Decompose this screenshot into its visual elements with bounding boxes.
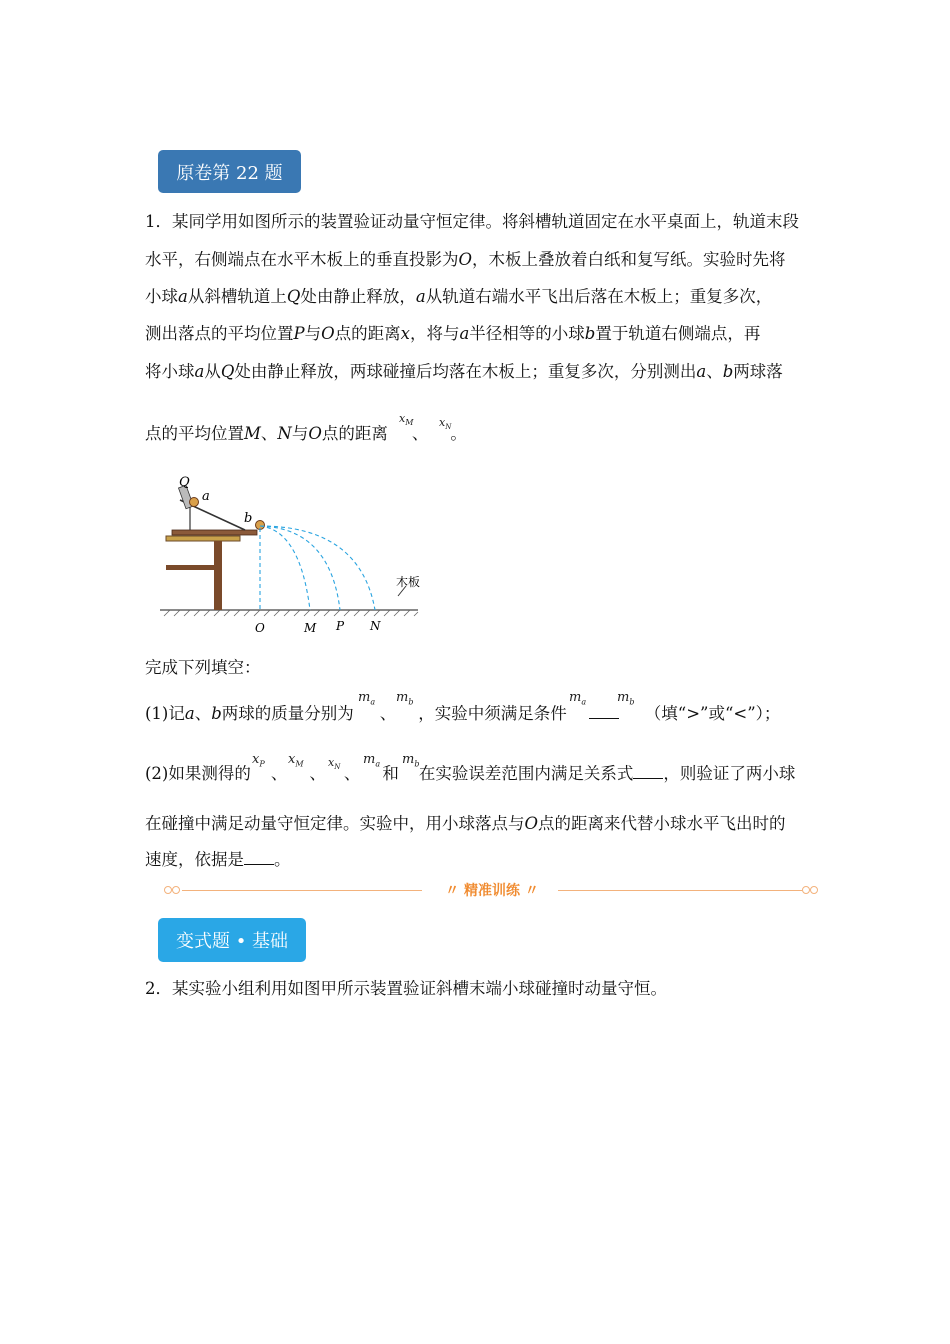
symbol-mb: $m_b$ bbox=[396, 690, 414, 707]
separator-label: 〃 精准训练 〃 bbox=[445, 883, 539, 899]
q2-line-1: 2．某实验小组利用如图甲所示装置验证斜槽末端小球碰撞时动量守恒。 bbox=[145, 979, 667, 998]
track-base bbox=[172, 530, 257, 535]
separator-dot-right-2 bbox=[810, 886, 818, 894]
table-leg bbox=[214, 541, 222, 610]
label-board: 木板 bbox=[396, 575, 421, 589]
part1-line: (1)记a、b两球的质量分别为 、 ，实验中须满足条件 （填“>”或“<”）； bbox=[145, 704, 781, 723]
separator-dot-right bbox=[802, 886, 810, 894]
q1-line-4: 测出落点的平均位置P与O点的距离x，将与a半径相等的小球b置于轨道右侧端点，再 bbox=[145, 324, 761, 343]
table-shelf bbox=[166, 565, 216, 570]
q1-line-6: 点的平均位置M、N与O点的距离 、 。 bbox=[145, 424, 467, 443]
separator-dot-left bbox=[164, 886, 172, 894]
part2-line-2: 在碰撞中满足动量守恒定律。实验中，用小球落点与O点的距离来代替小球水平飞出时的 bbox=[145, 814, 786, 833]
label-Q: Q bbox=[179, 475, 190, 490]
label-M: M bbox=[304, 621, 317, 635]
separator-line-left bbox=[182, 890, 422, 891]
symbol-xM-2: $x_M$ bbox=[288, 752, 304, 769]
symbol-mb-2: $m_b$ bbox=[617, 690, 635, 707]
answer-blank-1[interactable] bbox=[589, 704, 619, 719]
symbol-ma-2: $m_a$ bbox=[569, 690, 587, 707]
symbol-xM: $x_M$ bbox=[399, 412, 414, 428]
symbol-xN-2: $x_N$ bbox=[328, 756, 341, 772]
label-N: N bbox=[370, 619, 381, 633]
label-b: b bbox=[244, 511, 253, 526]
section-badge-original: 原卷第 22 题 bbox=[158, 150, 301, 193]
q1-line-2: 水平，右侧端点在水平木板上的垂直投影为O，木板上叠放着白纸和复写纸。实验时先将 bbox=[145, 250, 786, 269]
separator-line-right bbox=[558, 890, 802, 891]
table-top bbox=[166, 536, 240, 541]
symbol-ma: $m_a$ bbox=[358, 690, 376, 707]
fill-instruction: 完成下列填空： bbox=[145, 658, 261, 677]
part2-line-1: (2)如果测得的 、 、 、 和 在实验误差范围内满足关系式 ，则验证了两小球 bbox=[145, 764, 796, 783]
symbol-ma-3: $m_a$ bbox=[363, 752, 381, 769]
symbol-xN: $x_N$ bbox=[439, 416, 452, 432]
answer-blank-2[interactable] bbox=[633, 764, 663, 779]
q1-line-3: 小球a从斜槽轨道上Q处由静止释放，a从轨道右端水平飞出后落在木板上；重复多次， bbox=[145, 287, 773, 306]
ball-a bbox=[190, 498, 199, 507]
q1-line-5: 将小球a从Q处由静止释放，两球碰撞后均落在木板上；重复多次，分别测出a、b两球落 bbox=[145, 362, 783, 381]
label-a: a bbox=[202, 489, 210, 504]
answer-blank-3[interactable] bbox=[244, 850, 274, 865]
trajectories bbox=[260, 526, 375, 610]
part2-line-3: 速度，依据是 。 bbox=[145, 850, 291, 869]
q1-line-1: 1．某同学用如图所示的装置验证动量守恒定律。将斜槽轨道固定在水平桌面上，轨道末段 bbox=[145, 212, 799, 231]
label-O: O bbox=[255, 621, 265, 635]
section-badge-variant: 变式题 • 基础 bbox=[158, 918, 306, 962]
symbol-xP: $x_P$ bbox=[252, 752, 265, 769]
separator-dot-left-2 bbox=[172, 886, 180, 894]
experiment-figure bbox=[150, 470, 430, 640]
ground-hatch bbox=[164, 610, 418, 616]
label-P: P bbox=[336, 619, 345, 633]
symbol-mb-3: $m_b$ bbox=[402, 752, 420, 769]
